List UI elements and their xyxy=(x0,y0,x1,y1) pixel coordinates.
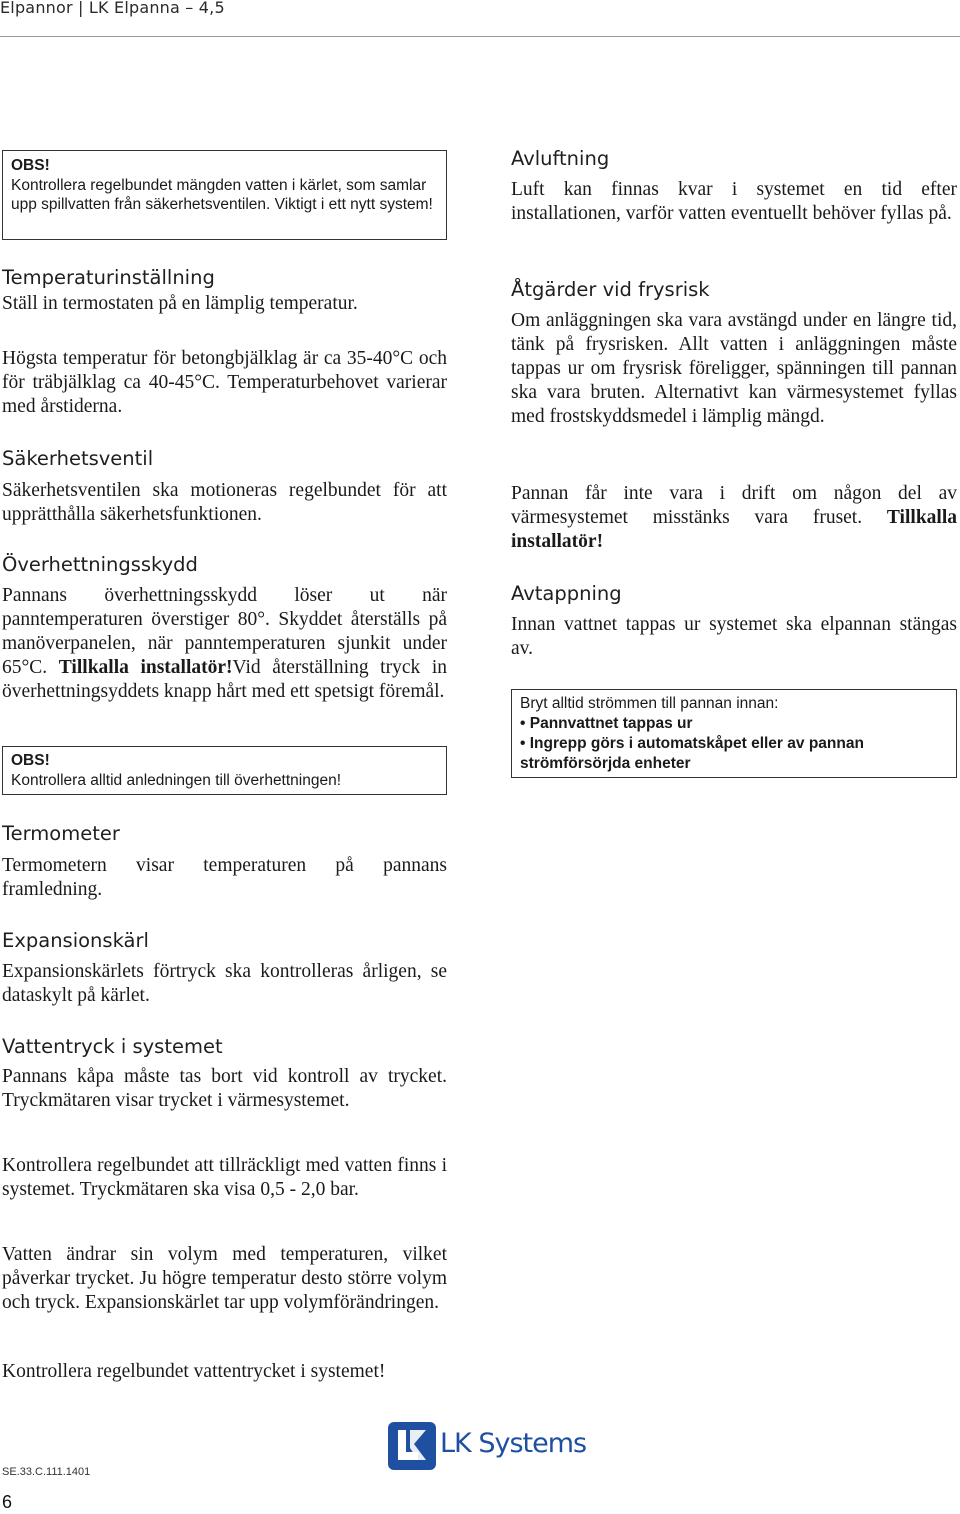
lk-systems-logo xyxy=(388,1422,587,1472)
frysrisk-text-bold: Tillkalla installatör! xyxy=(511,507,957,552)
avluftning-paragraph: Luft kan finnas kvar i systemet en tid efter installationen, varför vatten eventuellt behöver fyllas på. xyxy=(511,179,957,224)
heading-sakerhetsventil: Säkerhetsventil xyxy=(2,447,154,470)
overhett-text-bold: Tillkalla installatör! xyxy=(58,657,233,678)
warning-item-1: • Pannvattnet tappas ur xyxy=(520,715,693,732)
overhett-text-a: Pannans överhettningsskydd löser ut när panntemperaturen överstiger 80°. Skyddet återställs på manöverpanelen, när panntemperaturen sjunkit under 65°C. xyxy=(2,585,447,678)
obs-text: Kontrollera regelbundet mängden vatten i kärlet, som samlar upp spillvatten från säkerhetsventilen. Viktigt i ett nytt system! xyxy=(11,176,433,213)
warning-box xyxy=(511,689,957,778)
vattentryck-paragraph-2: Kontrollera regelbundet att tillräckligt med vatten finns i systemet. Tryckmätaren ska visa 0,5 - 2,0 bar. xyxy=(2,1155,447,1200)
heading-avtappning: Avtappning xyxy=(511,582,622,605)
vattentryck-paragraph-4: Kontrollera regelbundet vattentrycket i systemet! xyxy=(2,1361,386,1382)
obs-notice-box-2 xyxy=(2,746,447,795)
frysrisk-paragraph-1: Om anläggningen ska vara avstängd under en längre tid, tänk på frysrisken. Allt vatten i anläggningen måste tappas ur om frysrisk föreligger, spänningen till pannan ska vara bruten. Alternativt kan värmesystemet fyllas med frostskyddsmedel i lämplig mängd. xyxy=(511,310,957,427)
frysrisk-paragraph-2 xyxy=(511,482,957,554)
vattentryck-paragraph-3: Vatten ändrar sin volym med temperaturen, vilket påverkar trycket. Ju högre temperatur desto större volym och tryck. Expansionskärlet tar upp volymförändringen. xyxy=(2,1244,447,1313)
lk-logo-mark-icon xyxy=(388,1422,436,1470)
heading-overhettningsskydd: Överhettningsskydd xyxy=(2,553,198,576)
expansion-paragraph: Expansionskärlets förtryck ska kontrolleras årligen, se dataskylt på kärlet. xyxy=(2,961,447,1006)
termometer-paragraph: Termometern visar temperaturen på pannans framledning. xyxy=(2,855,447,900)
obs-notice-box xyxy=(2,150,447,240)
warning-item-2: • Ingrepp görs i automatskåpet eller av pannan strömförsörjda enheter xyxy=(520,735,864,772)
heading-termometer: Termometer xyxy=(2,822,120,845)
heading-expansionskarl: Expansionskärl xyxy=(2,929,149,952)
heading-avluftning: Avluftning xyxy=(511,147,610,170)
vattentryck-paragraph-1: Pannans kåpa måste tas bort vid kontroll av trycket. Tryckmätaren visar trycket i värmesystemet. xyxy=(2,1066,447,1111)
temp-paragraph-1: Ställ in termostaten på en lämplig temperatur. xyxy=(2,293,358,314)
page-header-title: Elpannor | LK Elpanna – 4,5 xyxy=(0,0,225,17)
logo-text: LK Systems xyxy=(440,1428,587,1459)
temp-paragraph-2: Högsta temperatur för betongbjälklag är ca 35-40°C och för träbjälklag ca 40-45°C. Temperaturbehovet varierar med årstiderna. xyxy=(2,348,447,417)
obs-label-2: OBS! xyxy=(11,752,50,769)
obs-text-2: Kontrollera alltid anledningen till överhettningen! xyxy=(11,771,342,789)
page-number: 6 xyxy=(2,1492,13,1512)
heading-temperaturinstallning: Temperaturinställning xyxy=(2,266,215,289)
header-divider xyxy=(0,36,960,37)
sakerhet-paragraph: Säkerhetsventilen ska motioneras regelbundet för att upprätthålla säkerhetsfunktionen. xyxy=(2,480,447,525)
overhett-text-c: Vid återställning tryck in överhettningsyddets knapp hårt med ett spetsigt föremål. xyxy=(2,657,447,702)
overhett-paragraph xyxy=(2,584,447,704)
avtappning-paragraph: Innan vattnet tappas ur systemet ska elpannan stängas av. xyxy=(511,614,957,659)
heading-vattentryck: Vattentryck i systemet xyxy=(2,1035,223,1058)
obs-label: OBS! xyxy=(11,157,50,174)
warning-intro: Bryt alltid strömmen till pannan innan: xyxy=(520,695,779,712)
frysrisk-text-a: Pannan får inte vara i drift om någon del av värmesystemet misstänks vara fruset. xyxy=(511,483,957,528)
heading-frysrisk: Åtgärder vid frysrisk xyxy=(511,278,710,301)
document-code: SE.33.C.111.1401 xyxy=(2,1466,91,1478)
